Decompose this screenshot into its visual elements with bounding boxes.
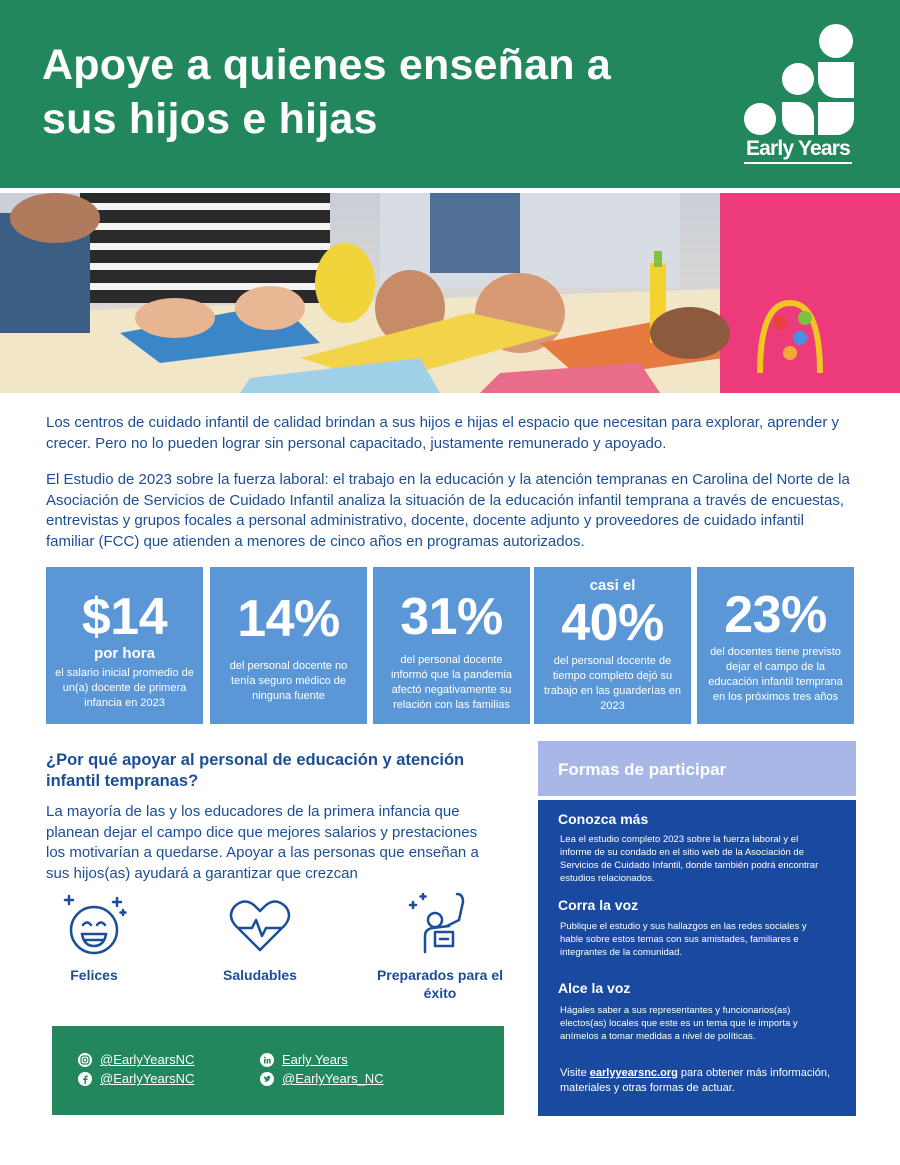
facebook-icon	[78, 1072, 92, 1086]
participate-header	[538, 741, 856, 796]
social-twitter	[260, 1071, 384, 1086]
instagram-icon	[78, 1053, 92, 1067]
header-banner	[0, 0, 900, 188]
intro-paragraph-1: Los centros de cuidado infantil de calidad brindan a sus hijos e hijas el espacio que necesitan para explorar, aprender y crecer. Pero no lo pueden lograr sin personal capacitado, justamente remunerado y apoyado.	[46, 414, 840, 452]
stat-value: 31%	[400, 588, 503, 646]
social-facebook	[78, 1071, 194, 1086]
benefit-label: Preparados para el éxito	[376, 967, 504, 1001]
visit-website-text	[560, 1066, 840, 1096]
linkedin-icon	[260, 1053, 274, 1067]
item-body-spread: Publique el estudio y sus hallazgos en las redes sociales y hable sobre estos temas con sus amistades, familiares e integrantes de la comunidad.	[560, 921, 807, 958]
item-body-raise: Hágales saber a sus representantes y funcionarios(as) electos(as) locales que este es un tema que le importa y anímelos a tomar medidas a nivel de políticas.	[560, 1005, 798, 1042]
social-linkedin	[260, 1052, 348, 1067]
benefit-label: Felices	[70, 967, 118, 983]
stat-value: 40%	[561, 594, 664, 652]
instagram-link[interactable]: @EarlyYearsNC	[100, 1052, 195, 1067]
stat-tile-turnover	[534, 567, 691, 724]
visit-suffix: para obtener más información, materiales y otras formas de actuar.	[560, 1067, 831, 1094]
item-body-learn: Lea el estudio completo 2023 sobre la fuerza laboral y el informe de su condado en el sitio web de la Asociación de Servicios de Cuidado Infantil, donde también podrá encontrar estudios relacionados.	[560, 834, 819, 884]
item-title-raise: Alce la voz	[558, 980, 631, 996]
twitter-link[interactable]: @EarlyYears_NC	[282, 1071, 384, 1086]
stat-subtitle: por hora	[94, 645, 155, 662]
stat-tile-leaving	[697, 567, 854, 724]
stat-value: $14	[81, 588, 168, 646]
hero-photo	[0, 193, 900, 393]
visit-prefix: Visite	[560, 1067, 587, 1079]
happy-face-icon	[59, 890, 129, 958]
stat-description: del personal docente no tenía seguro médico de ninguna fuente	[229, 660, 348, 702]
early-years-logo	[740, 24, 856, 164]
benefit-healthy	[195, 890, 325, 984]
stat-description: del personal docente informó que la pandemia afectó negativamente su relación con las familias	[390, 654, 513, 711]
stats-row	[46, 567, 854, 724]
logo-mark-icon	[740, 24, 856, 136]
graduate-raising-hand-icon	[405, 890, 475, 958]
benefit-prepared	[375, 890, 505, 1002]
logo-text: Early Years	[740, 137, 856, 161]
heart-pulse-icon	[225, 890, 295, 958]
stat-prefix: casi el	[589, 577, 636, 594]
facebook-link[interactable]: @EarlyYearsNC	[100, 1071, 195, 1086]
participate-heading: Formas de participar	[558, 760, 727, 779]
stat-description: del docentes tiene previsto dejar el campo de la educación infantil temprana en los próximos tres años	[708, 646, 843, 703]
item-title-learn: Conozca más	[558, 811, 649, 827]
stat-tile-pandemic	[373, 567, 530, 724]
page-title: Apoye a quienes enseñan a sus hijos e hijas	[42, 41, 611, 143]
benefit-happy	[29, 890, 159, 984]
why-body: La mayoría de las y los educadores de la primera infancia que planean dejar el campo dice que mejores salarios y prestaciones los motivarían a quedarse. Apoyar a las personas que enseñan a sus hijos(as) ayudará a garantizar que crezcan	[46, 803, 479, 882]
stat-value: 23%	[724, 586, 827, 644]
social-links-box	[52, 1026, 504, 1115]
stat-description: el salario inicial promedio de un(a) docente de primera infancia en 2023	[55, 667, 194, 709]
linkedin-link[interactable]: Early Years	[282, 1052, 348, 1067]
item-title-spread: Corra la voz	[558, 897, 639, 913]
why-heading: ¿Por qué apoyar al personal de educación y atención infantil tempranas?	[46, 751, 465, 790]
stat-description: del personal docente de tiempo completo dejó su trabajo en las guarderías en 2023	[544, 655, 681, 712]
stat-value: 14%	[237, 590, 340, 648]
twitter-icon	[260, 1072, 274, 1086]
benefit-label: Saludables	[223, 967, 297, 983]
intro-paragraph-2: El Estudio de 2023 sobre la fuerza laboral: el trabajo en la educación y la atención tempranas en Carolina del Norte de la Asociación de Servicios de Cuidado Infantil analiza la situación de la educación infantil temprana a través de encuestas, entrevistas y grupos focales a personal administrativo, docente, docente adjunto y proveedores de cuidado infantil familiar (FCC) que atienden a menores de cinco años en programas autorizados.	[46, 471, 850, 550]
social-instagram	[78, 1052, 194, 1067]
website-link[interactable]: earlyyearsnc.org	[589, 1067, 678, 1079]
stat-tile-salary	[46, 567, 203, 724]
stat-tile-insurance	[210, 567, 367, 724]
participate-box	[538, 800, 856, 1116]
